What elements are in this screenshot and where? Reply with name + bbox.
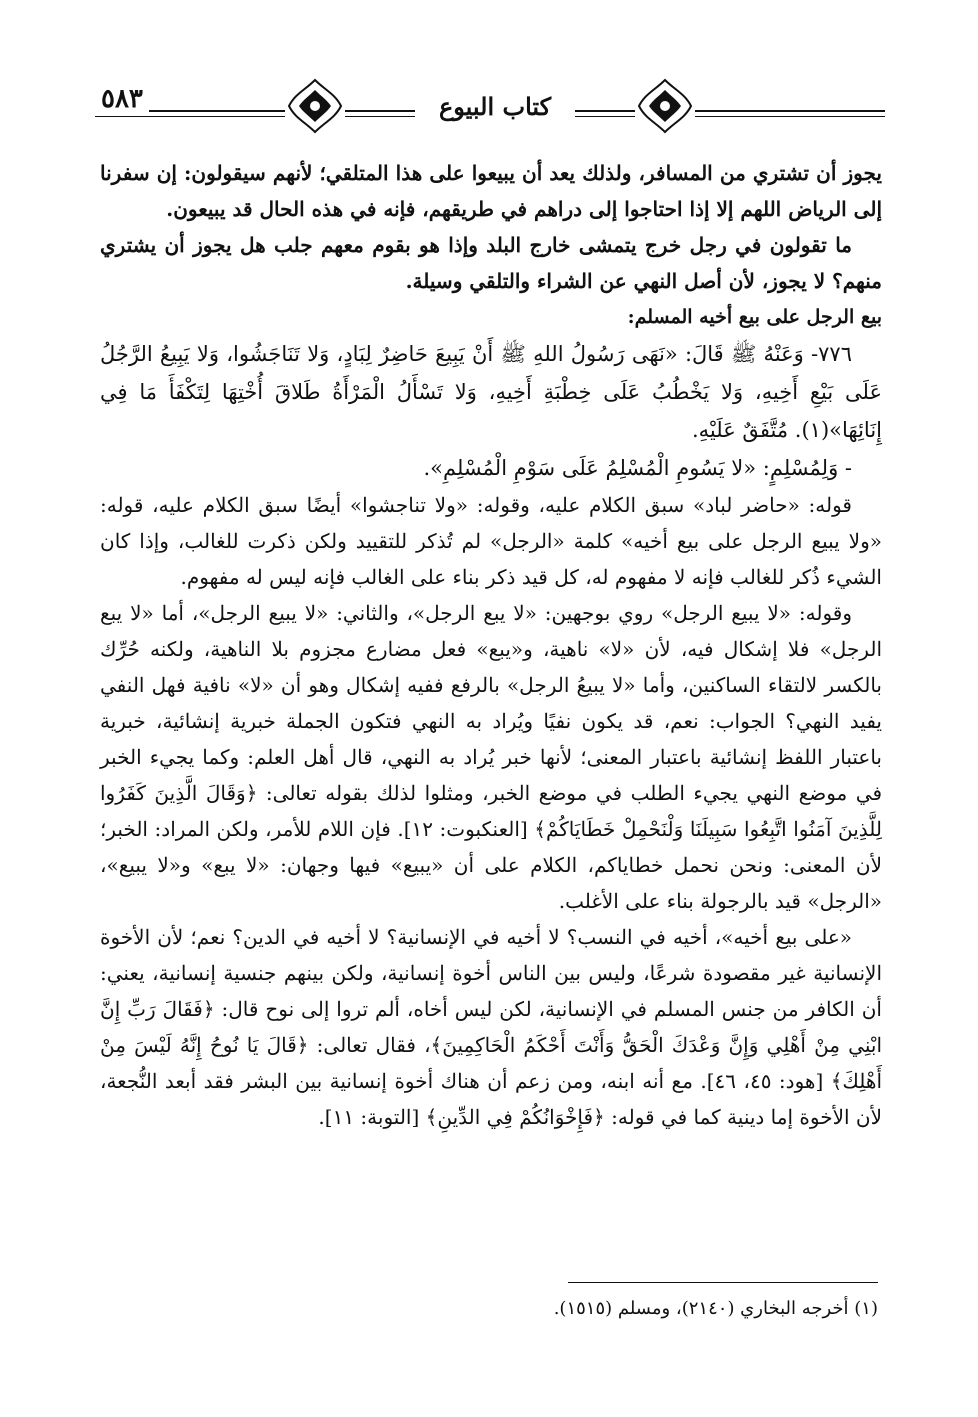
paragraph: ما تقولون في رجل خرج يتمشى خارج البلد وإذا هو بقوم معهم جلب هل يجوز أن يشتري منهم؟ لا يجوز، لأن أصل النهي عن الشراء والتلقي وسيلة. xyxy=(100,233,882,293)
paragraph: «على بيع أخيه»، أخيه في النسب؟ لا أخيه في الإنسانية؟ لا أخيه في الدين؟ نعم؛ لأن الأخوة الإنسانية غير مقصودة شرعًا، وليس بين الناس أخوة إنسانية، ولكن بينهم جنسية إنسانية، يعني: أن الكافر من جنس المسلم في الإنسانية، لكن ليس أخاه، ألم تروا إلى نوح قال: ﴿فَقَالَ رَبِّ إِنَّ ابْنِي مِنْ أَهْلِي وَإِنَّ وَعْدَكَ الْحَقُّ وَأَنْتَ أَحْكَمُ الْحَاكِمِينَ﴾، فقال تعالى: ﴿قَالَ يَا نُوحُ إِنَّهُ لَيْسَ مِنْ أَهْلِكَ﴾ [هود: ٤٥، ٤٦]. مع أنه ابنه، ومن زعم أن هناك أخوة إنسانية بين البشر فقد أبعد النُّجعة، لأن الأخوة إما دينية كما في قوله: ﴿فَإِخْوَانُكُمْ فِي الدِّينِ﴾ [التوبة: ١١]. xyxy=(100,925,883,1129)
page-body xyxy=(100,155,882,1135)
footnote: (١) أخرجه البخاري (٢١٤٠)، ومسلم (١٥١٥). xyxy=(553,1298,878,1319)
ornament-icon xyxy=(285,76,345,136)
page-number: ٥٨٣ xyxy=(95,84,149,114)
page-header xyxy=(95,70,885,150)
section-title: كتاب البيوع xyxy=(415,92,575,121)
hadith-muslim: - وَلِمُسْلِمٍ: «لا يَسُومِ الْمُسْلِمُ عَلَى سَوْمِ الْمُسْلِمِ». xyxy=(423,456,852,480)
section-heading: بيع الرجل على بيع أخيه المسلم: xyxy=(627,306,882,328)
paragraph: قوله: «حاضر لباد» سبق الكلام عليه، وقوله: «ولا تناجشوا» أيضًا سبق الكلام عليه، قوله: «ولا يبيع الرجل على بيع أخيه» كلمة «الرجل» لم تُذكر للتقييد ولكن ذكرت للغالب، وإذا كان الشيء ذُكر للغالب فإنه لا مفهوم له، كل قيد ذكر بناء على الغالب فإنه ليس له مفهوم. xyxy=(100,493,882,589)
paragraph: وقوله: «لا يبيع الرجل» روي بوجهين: «لا يبع الرجل»، والثاني: «لا يبيع الرجل»، أما «لا يبع الرجل» فلا إشكال فيه، لأن «لا» ناهية، و«يبع» فعل مضارع مجزوم بلا الناهية، ولكنه حُرِّك بالكسر لالتقاء الساكنين، وأما «لا يبيعُ الرجل» بالرفع ففيه إشكال وهو أن «لا» نافية فهل النفي يفيد النهي؟ الجواب: نعم، قد يكون نفيًا ويُراد به النهي فتكون الجملة خبرية إنشائية، خبرية باعتبار اللفظ إنشائية باعتبار المعنى؛ لأنها خبر يُراد به النهي، قال أهل العلم: وكما يجيء الخبر في موضع النهي يجيء الطلب في موضع الخبر، ومثلوا لذلك بقوله تعالى: ﴿وَقَالَ الَّذِينَ كَفَرُوا لِلَّذِينَ آمَنُوا اتَّبِعُوا سَبِيلَنَا وَلْنَحْمِلْ خَطَايَاكُمْ﴾ [العنكبوت: ١٢]. فإن اللام للأمر، ولكن المراد: الخبر؛ لأن المعنى: ونحن نحمل خطاياكم، الكلام على أن «يبيع» فيها وجهان: «لا يبع» و«لا يبيع»، «الرجل» قيد بالرجولة بناء على الأغلب. xyxy=(100,601,882,913)
paragraph: يجوز أن تشتري من المسافر، ولذلك يعد أن يبيعوا على هذا المتلقي؛ لأنهم سيقولون: إن سفرنا إلى الرياض اللهم إلا إذا احتاجوا إلى دراهم في طريقهم، فإنه في هذه الحال قد يبيعون. xyxy=(100,161,882,221)
hadith-text: ٧٧٦- وَعَنْهُ ﷺ قَالَ: «نَهَى رَسُولُ اللهِ ﷺ أَنْ يَبِيعَ حَاضِرٌ لِبَادٍ، وَلا تَنَاجَشُوا، وَلا يَبِيعُ الرَّجُلُ عَلَى بَيْعِ أَخِيهِ، وَلا يَخْطُبُ عَلَى خِطْبَةِ أَخِيهِ، وَلا تَسْأَلُ الْمَرْأَةُ طَلاقَ أُخْتِهَا لِتَكْفَأَ مَا فِي إِنَائِهَا»(١). مُتَّفَقٌ عَلَيْهِ. xyxy=(100,342,882,442)
ornament-icon xyxy=(635,76,695,136)
footnote-divider xyxy=(568,1282,878,1283)
